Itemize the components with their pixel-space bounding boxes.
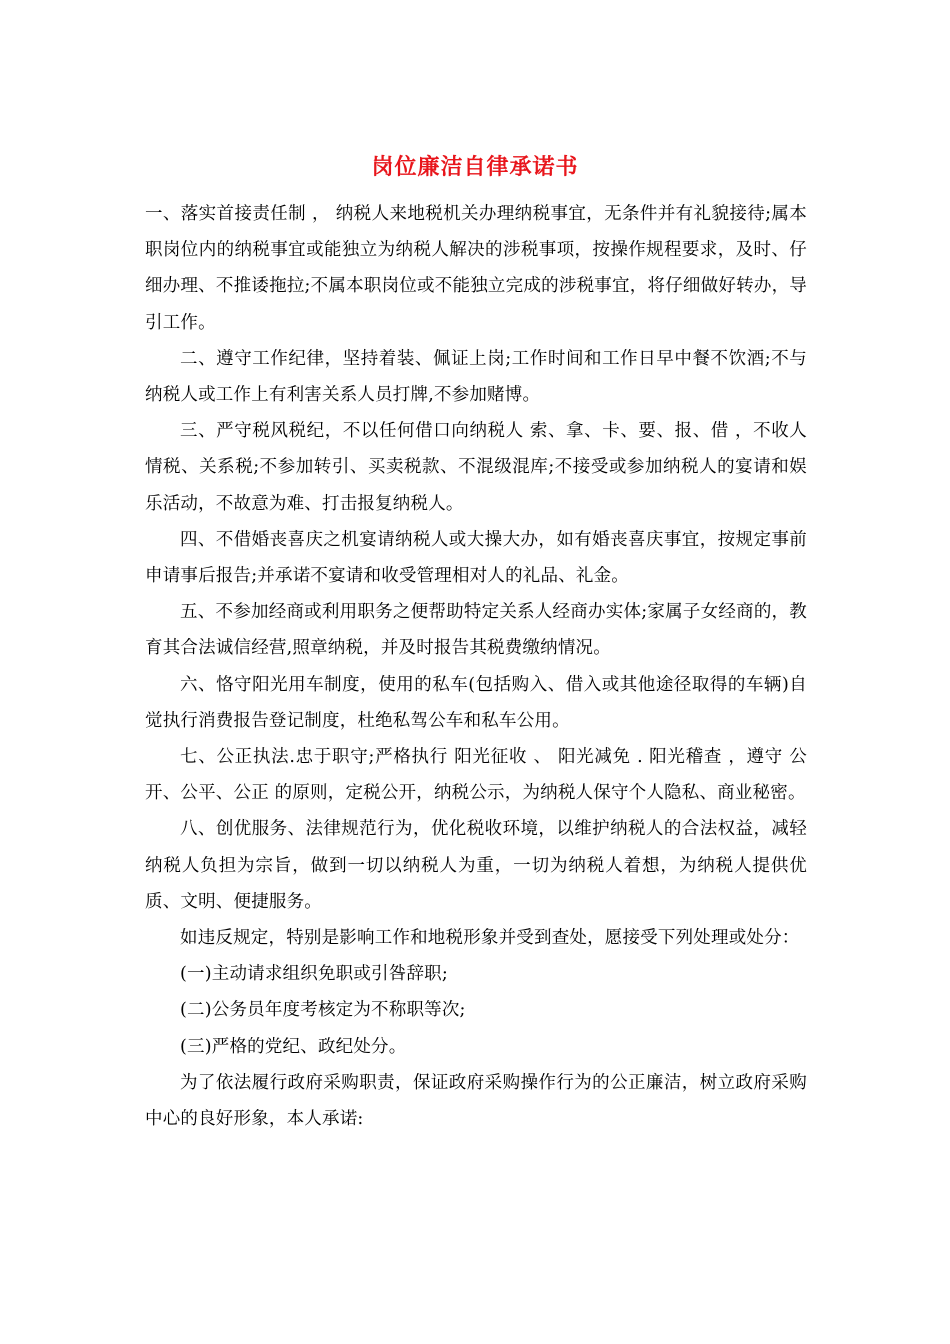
paragraph-8: 八、创优服务、法律规范行为，优化税收环境，以维护纳税人的合法权益，减轻纳税人负担为宗旨，做到一切以纳税人为重，一切为纳税人着想，为纳税人提供优质、文明、便捷服务。: [145, 819, 807, 912]
penalty-item-1: (一)主动请求组织免职或引咎辞职;: [180, 964, 448, 985]
paragraph-violation: 如违反规定，特别是影响工作和地税形象并受到查处，愿接受下列处理或处分：: [180, 928, 800, 949]
penalty-item-2: (二)公务员年度考核定为不称职等次;: [180, 1000, 466, 1021]
document-title: 岗位廉洁自律承诺书: [371, 154, 579, 180]
paragraph-6: 六、恪守阳光用车制度，使用的私车(包括购入、借入或其他途径取得的车辆)自觉执行消费报告登记制度，杜绝私驾公车和私车公用。: [145, 674, 807, 731]
paragraph-7: 七、公正执法.忠于职守;严格执行 阳光征收 、 阳光减免 . 阳光稽查 ，遵守 公开、公平、公正 的原则，定税公开，纳税公示，为纳税人保守个人隐私、商业秘密。: [145, 747, 807, 804]
paragraph-1: 一、落实首接责任制 ， 纳税人来地税机关办理纳税事宜，无条件并有礼貌接待;属本职岗位内的纳税事宜或能独立为纳税人解决的涉税事项，按操作规程要求，及时、仔细办理、不推诿拖拉;不属本职岗位或不能独立完成的涉税事宜，将仔细做好转办，导引工作。: [145, 204, 807, 333]
paragraph-2: 二、遵守工作纪律，坚持着装、佩证上岗;工作时间和工作日早中餐不饮酒;不与纳税人或工作上有利害关系人员打牌,不参加赌博。: [145, 348, 807, 406]
penalty-item-3: (三)严格的党纪、政纪处分。: [180, 1036, 407, 1057]
paragraph-5: 五、不参加经商或利用职务之便帮助特定关系人经商办实体;家属子女经商的，教育其合法诚信经营,照章纳税，并及时报告其税费缴纳情况。: [145, 602, 807, 659]
paragraph-procurement: 为了依法履行政府采购职责，保证政府采购操作行为的公正廉洁，树立政府采购中心的良好形象，本人承诺:: [145, 1072, 807, 1130]
paragraph-4: 四、不借婚丧喜庆之机宴请纳税人或大操大办，如有婚丧喜庆事宜，按规定事前申请事后报告;并承诺不宴请和收受管理相对人的礼品、礼金。: [145, 529, 807, 587]
document-body: [145, 196, 807, 1137]
paragraph-3: 三、严守税风税纪，不以任何借口向纳税人 索、拿、卡、要、报、借 ，不收人情税、关系税;不参加转引、买卖税款、不混级混库;不接受或参加纳税人的宴请和娱乐活动，不故意为难、打击报复纳税人。: [145, 421, 807, 514]
